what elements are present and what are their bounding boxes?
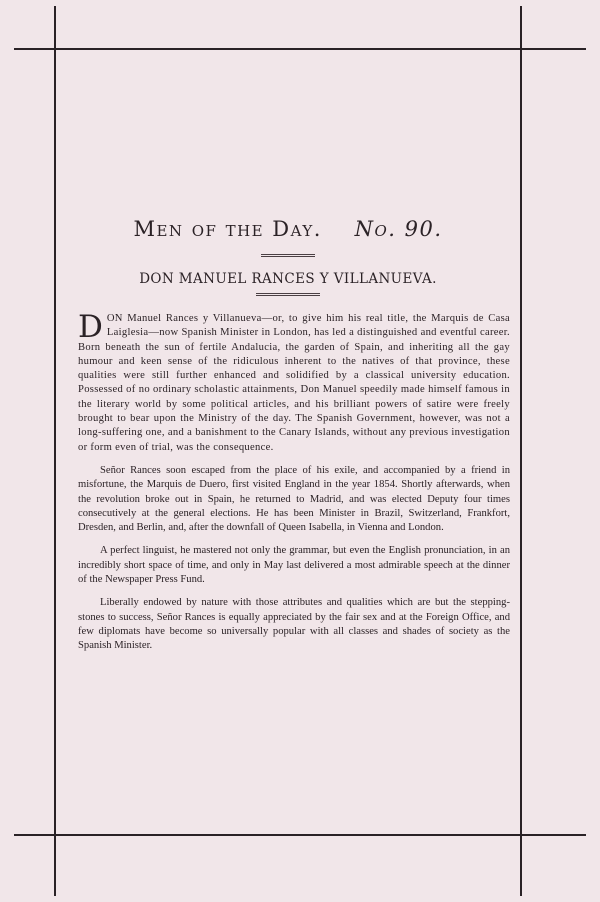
border-rule-left xyxy=(54,6,56,896)
paragraph-4: Liberally endowed by nature with those attributes and qualities which are but the stepping-stones to success, Señor Rances is equally appreciated by the fair sex and at the Foreign Office, and few diplomats have become so universally popular with all classes and shades of society as the Spanish Minister. xyxy=(78,597,510,652)
series-title xyxy=(56,214,520,244)
article-body xyxy=(78,309,510,663)
subject-divider xyxy=(256,293,320,296)
paragraph-2: Señor Rances soon escaped from the place of his exile, and accompanied by a friend in misfortune, the Marquis de Duero, first visited England in the year 1854. Shortly afterwards, when the revolution broke out in Spain, he returned to Madrid, and was elected Deputy four times consecutively at the general elections. He has been Minister in Brazil, Switzerland, Frankfort, Dresden, and Berlin, and, after the downfall of Queen Isabella, in Vienna and London. xyxy=(78,464,510,534)
paragraph-1-text: ON Manuel Rances y Villanueva—or, to give him his real title, the Marquis de Casa Laiglesia—now Spanish Minister in London, has led a distinguished and eventful career. Born beneath the sun of fertile Andalucia, the garden of Spain, and inheriting all the gay humour and keen sense of the ridiculous inherent to the natives of that province, these qualities were still further enhanced and solidified by a classical university education. Possessed of no ordinary scholastic attainments, Don Manuel speedily made himself famous in the literary world by some political articles, and his brilliant powers of satire were freely brought to bear upon the Ministry of the day. The Spanish Government, however, was not a long-suffering one, and a banishment to the Canary Islands, without any previous investigation or form even of trial, was the consequence. xyxy=(78,313,510,453)
title-block xyxy=(56,214,520,296)
series-number: No. 90. xyxy=(354,217,443,241)
subject-name: DON MANUEL RANCES Y VILLANUEVA. xyxy=(139,271,437,287)
title-divider xyxy=(261,254,315,257)
border-rule-top xyxy=(14,48,586,50)
paragraph-1 xyxy=(78,309,510,455)
series-name: Men of the Day. xyxy=(133,217,322,241)
border-rule-right xyxy=(520,6,522,896)
drop-cap: D xyxy=(78,309,103,345)
paragraph-3: A perfect linguist, he mastered not only the grammar, but even the English pronunciation, in an incredibly short space of time, and only in May last delivered a most admirable speech at the dinner of the Newspaper Press Fund. xyxy=(78,545,510,586)
border-rule-bottom xyxy=(14,834,586,836)
